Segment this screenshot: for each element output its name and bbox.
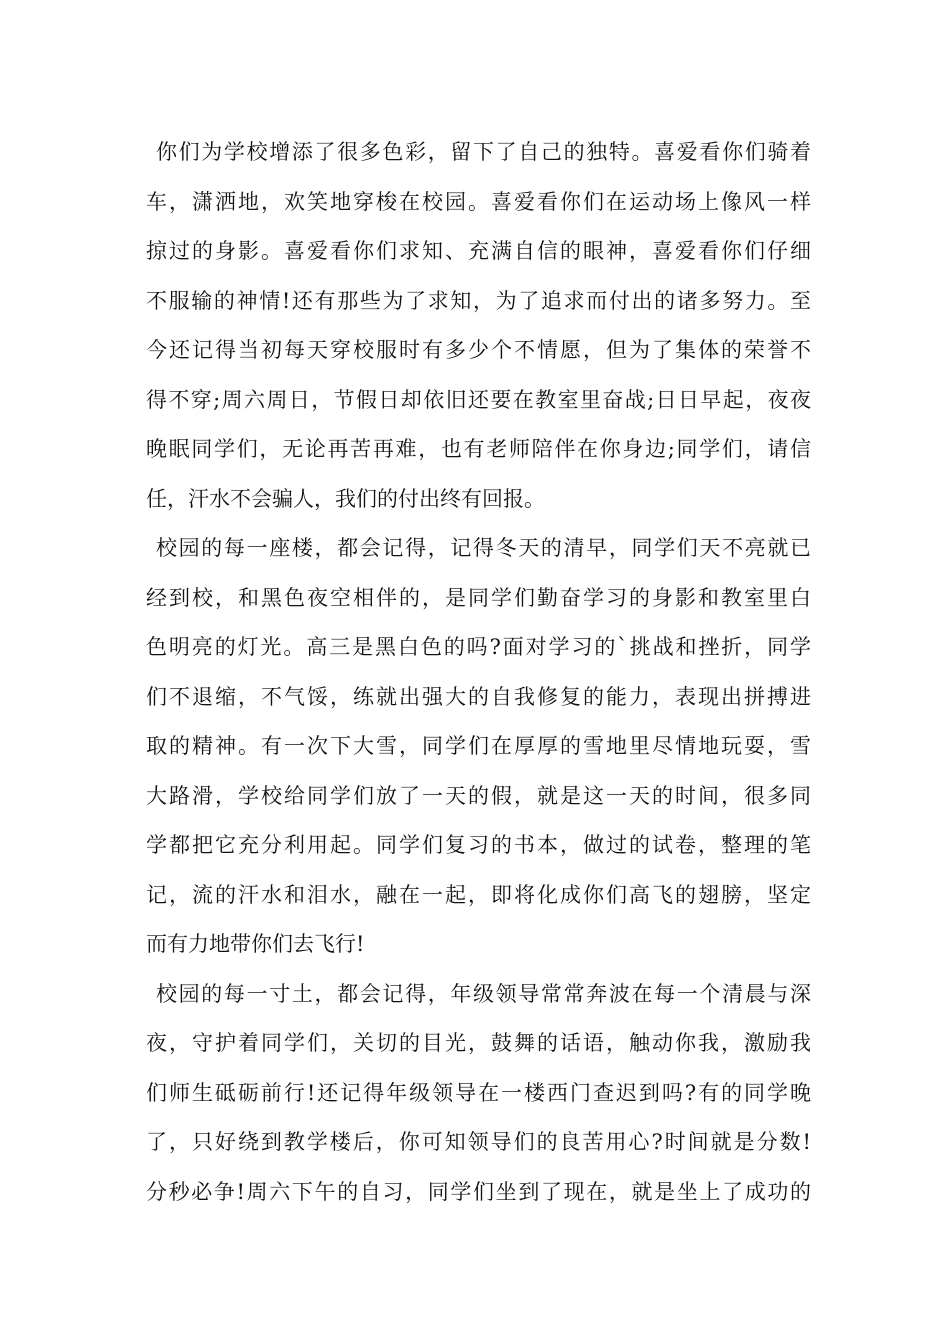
text-line: 晚眠同学们，无论再苦再难，也有老师陪伴在你身边;同学们，请信 (146, 437, 811, 461)
text-line: 校园的每一座楼，都会记得，记得冬天的清早，同学们天不亮就已 (156, 536, 811, 560)
text-line: 大路滑，学校给同学们放了一天的假，就是这一天的时间，很多同 (146, 783, 811, 808)
text-line: 任，汗水不会骗人，我们的付出终有回报。 (146, 486, 545, 511)
text-line: 学都把它充分利用起。同学们复习的书本，做过的试卷，整理的笔 (146, 833, 811, 857)
text-line: 分秒必争!周六下午的自习，同学们坐到了现在，就是坐上了成功的 (146, 1179, 811, 1204)
text-line: 你们为学校增添了很多色彩，留下了自己的独特。喜爱看你们骑着 (156, 140, 811, 164)
text-line: 了，只好绕到教学楼后，你可知领导们的良苦用心?时间就是分数! (146, 1130, 811, 1154)
paragraph-3 (146, 970, 811, 1218)
text-line: 们不退缩，不气馁，练就出强大的自我修复的能力，表现出拼搏进 (146, 684, 811, 709)
text-line: 掠过的身影。喜爱看你们求知、充满自信的眼神，喜爱看你们仔细 (146, 239, 811, 263)
text-line: 车，潇洒地，欢笑地穿梭在校园。喜爱看你们在运动场上像风一样 (146, 189, 811, 214)
text-line: 经到校，和黑色夜空相伴的，是同学们勤奋学习的身影和教室里白 (146, 585, 811, 610)
text-line: 色明亮的灯光。高三是黑白色的吗?面对学习的`挑战和挫折，同学 (146, 635, 811, 659)
text-line: 校园的每一寸土，都会记得，年级领导常常奔波在每一个清晨与深 (156, 981, 811, 1006)
paragraph-1 (146, 128, 811, 524)
body-text (146, 128, 811, 1217)
text-line: 取的精神。有一次下大雪，同学们在厚厚的雪地里尽情地玩耍，雪 (146, 734, 811, 758)
paragraph-2 (146, 524, 811, 970)
text-line: 夜，守护着同学们，关切的目光，鼓舞的话语，触动你我，激励我 (146, 1031, 811, 1055)
text-line: 而有力地带你们去飞行! (146, 932, 365, 956)
text-line: 们师生砥砺前行!还记得年级领导在一楼西门查迟到吗?有的同学晚 (146, 1080, 811, 1105)
text-line: 不服输的神情!还有那些为了求知，为了追求而付出的诸多努力。至 (146, 288, 811, 313)
text-line: 得不穿;周六周日，节假日却依旧还要在教室里奋战;日日早起，夜夜 (146, 387, 811, 412)
text-line: 记，流的汗水和泪水，融在一起，即将化成你们高飞的翅膀，坚定 (146, 882, 811, 907)
text-line: 今还记得当初每天穿校服时有多少个不情愿，但为了集体的荣誉不 (146, 338, 811, 362)
